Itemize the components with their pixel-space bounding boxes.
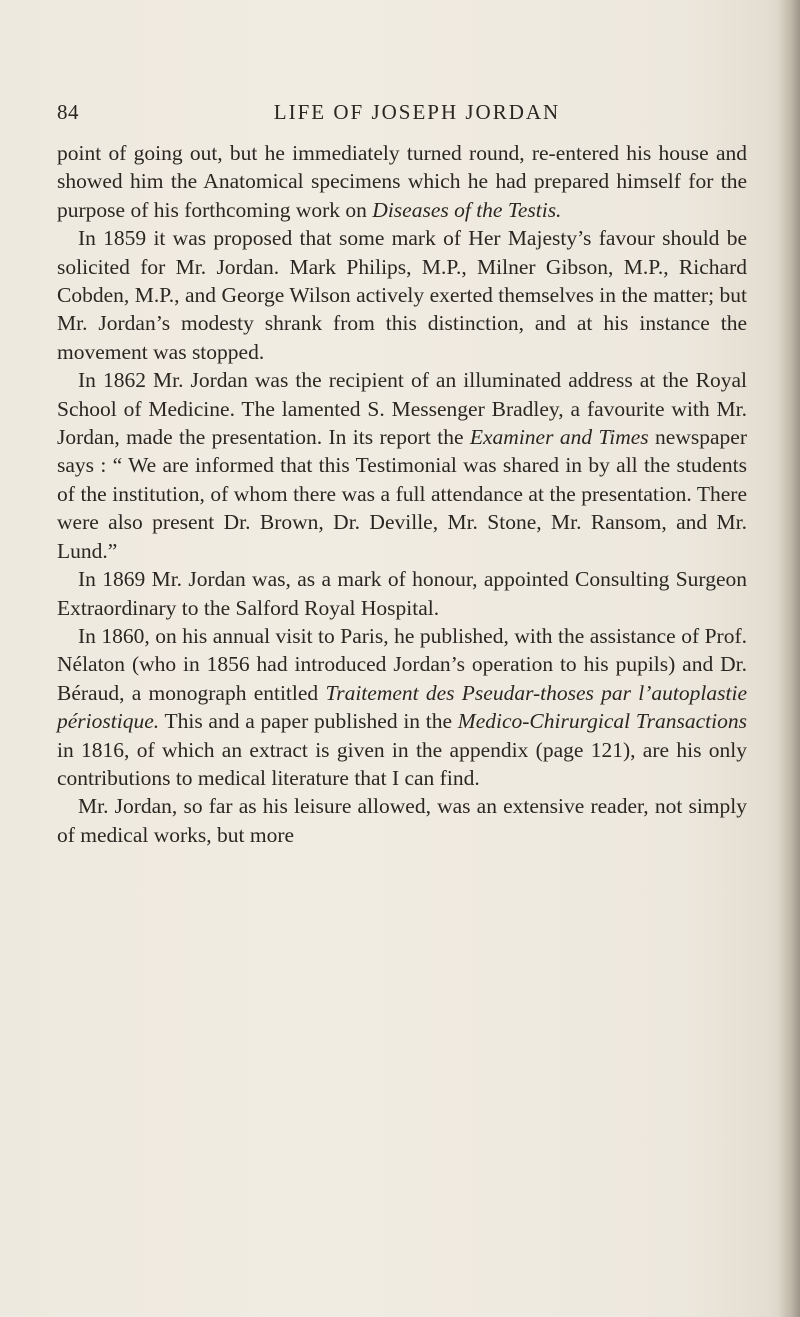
italic-title: Medico-Chirurgical Transactions [457, 709, 747, 734]
italic-title: Traitement des Pseudar-thoses par l’autoplastie périostique. [57, 680, 747, 734]
page-number: 84 [57, 100, 79, 124]
page-edge-shadow [778, 0, 800, 1317]
paragraph [57, 366, 747, 565]
italic-title: Diseases of the Testis. [372, 197, 562, 222]
paragraph [57, 565, 747, 622]
paragraph [57, 139, 747, 224]
page-header [57, 100, 747, 130]
running-title: LIFE OF JOSEPH JORDAN [273, 100, 561, 124]
text-segment: newspaper says : “ We are informed that this Testimonial was shared in by all the students of the institution, of whom there was a full attendance at the presentation. There were also present Dr. Brown, Dr. Deville, Mr. Stone, Mr. Ransom, and Mr. Lund.” [57, 425, 747, 563]
text-segment: In 1869 Mr. Jordan was, as a mark of honour, appointed Consulting Surgeon Extraordinary to the Salford Royal Hospital. [57, 567, 747, 620]
text-segment: In 1862 Mr. Jordan was the recipient of an illuminated address at the Royal School of Medicine. The lamented S. Messenger Bradley, a favourite with Mr. Jordan, made the presentation. In its report the [57, 368, 747, 450]
text-segment: in 1816, of which an extract is given in the appendix (page 121), are his only contributions to medical literature that I can find. [57, 737, 747, 790]
italic-title: Examiner and Times [469, 425, 649, 450]
text-segment: This and a paper published in the [159, 709, 458, 734]
body-text [57, 139, 747, 849]
text-segment: In 1859 it was proposed that some mark of Her Majesty’s favour should be solicited for Mr. Jordan. Mark Philips, M.P., Milner Gibson, M.P., Richard Cobden, M.P., and George Wilson actively exerted themselves in the matter; but Mr. Jordan’s modesty shrank from this distinction, and at his instance the movement was stopped. [57, 226, 747, 364]
text-segment: In 1860, on his annual visit to Paris, he published, with the assistance of Prof. Nélaton (who in 1856 had introduced Jordan’s operation to his pupils) and Dr. Béraud, a monograph entitled [57, 623, 747, 705]
paragraph [57, 622, 747, 792]
text-segment: point of going out, but he immediately turned round, re-entered his house and showed him the Anatomical specimens which he had prepared himself for the purpose of his forthcoming work on [57, 141, 747, 222]
paragraph [57, 792, 747, 849]
paragraph [57, 224, 747, 366]
text-segment: Mr. Jordan, so far as his leisure allowed, was an extensive reader, not simply of medical works, but more [57, 794, 747, 847]
